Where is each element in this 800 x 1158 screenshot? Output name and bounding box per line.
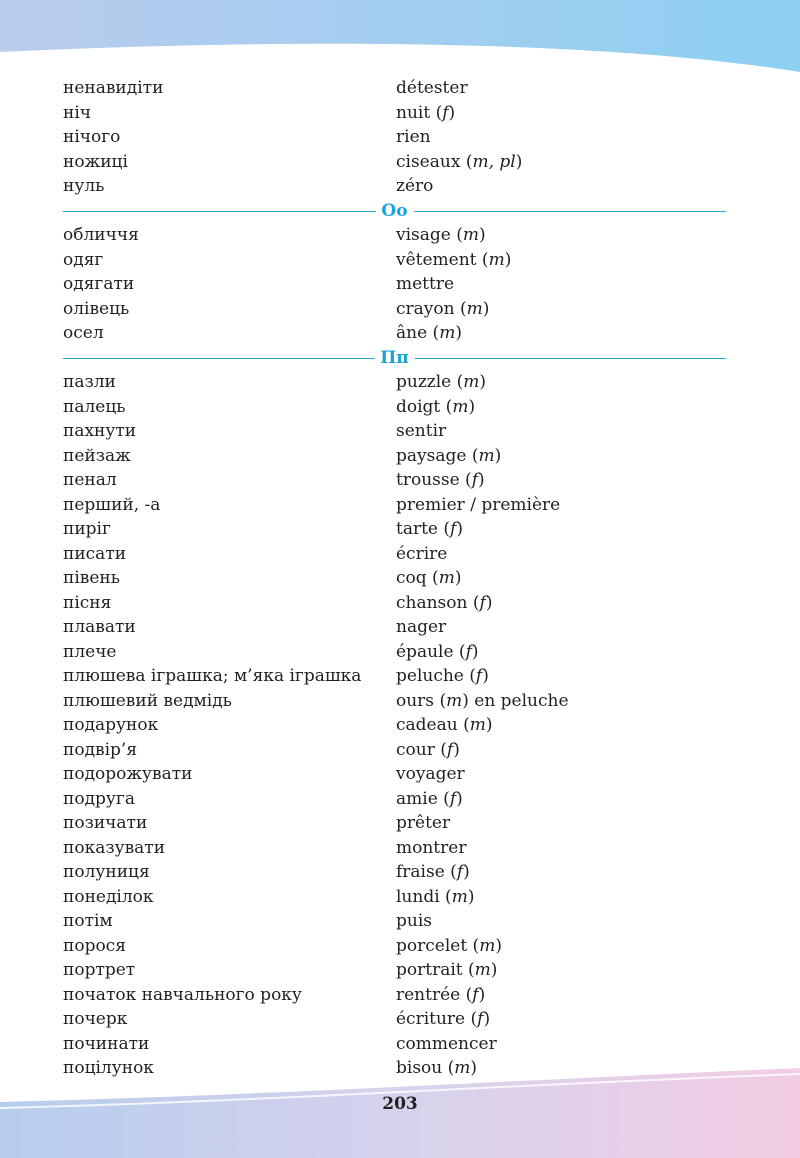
french-translation: [396, 811, 450, 836]
ukrainian-word: плавати: [63, 617, 136, 637]
dictionary-entry: [63, 248, 726, 273]
french-translation: cadeau (m): [396, 715, 493, 735]
french-word: fraise: [396, 862, 445, 882]
ukrainian-word: портрет: [63, 960, 136, 980]
ukrainian-word: плюшева іграшка; м’яка іграшка: [63, 666, 362, 686]
gender-marker: m: [462, 225, 480, 245]
dictionary-entry: [63, 444, 726, 469]
french-translation: nuit (f): [396, 102, 456, 123]
dictionary-entry: [63, 909, 726, 934]
gender-marker: f: [450, 519, 457, 539]
gender-marker: f: [465, 641, 472, 662]
gender-marker: f: [449, 788, 457, 809]
french-word: puzzle: [396, 372, 452, 392]
french-word: mettre: [396, 274, 455, 294]
ukrainian-word: одяг: [63, 249, 104, 270]
french-word: doigt: [396, 396, 441, 417]
ukrainian-word: перший, -а: [63, 494, 161, 515]
french-translation: ours (m) en peluche: [396, 690, 569, 711]
dictionary-entry: [63, 591, 726, 616]
french-word: épaule: [396, 641, 454, 662]
french-translation: [396, 762, 465, 787]
french-word: détester: [396, 78, 468, 98]
gender-marker: m: [466, 298, 483, 319]
dictionary-entry: [63, 517, 726, 542]
french-word: premier / première: [396, 494, 561, 515]
dictionary-entry: [63, 885, 726, 910]
dictionary-entry: [63, 787, 726, 812]
french-translation: peluche (f): [396, 666, 489, 686]
ukrainian-word: осел: [63, 323, 104, 343]
dictionary-entry: [63, 297, 726, 322]
french-word: nuit: [396, 102, 431, 123]
ukrainian-word: пісня: [63, 592, 112, 613]
gender-marker: m: [438, 568, 455, 588]
french-word: rentrée: [396, 984, 461, 1005]
ukrainian-word: писати: [63, 543, 127, 564]
french-translation: portrait (m): [396, 960, 498, 980]
french-translation: épaule (f): [396, 641, 479, 662]
gender-marker: m: [439, 323, 456, 343]
french-word: vêtement: [396, 249, 477, 270]
french-translation: rentrée (f): [396, 984, 486, 1005]
ukrainian-word: показувати: [63, 837, 166, 858]
dictionary-entry: [63, 664, 726, 689]
dictionary-entry: [63, 1032, 726, 1057]
dictionary-entry: [63, 419, 726, 444]
french-translation: écriture (f): [396, 1009, 491, 1029]
french-word: rien: [396, 127, 431, 147]
french-translation: [396, 125, 431, 150]
ukrainian-word: полуниця: [63, 862, 150, 882]
ukrainian-word: понеділок: [63, 886, 154, 907]
french-word: coq: [396, 568, 427, 588]
gender-marker: f: [472, 984, 479, 1005]
ukrainian-word: подвір’я: [63, 739, 138, 760]
ukrainian-word: подарунок: [63, 715, 159, 735]
gender-marker: f: [475, 666, 483, 686]
french-translation: lundi (m): [396, 886, 475, 907]
dictionary-entry: [63, 860, 726, 885]
dictionary-entry: [63, 811, 726, 836]
french-translation: bisou (m): [396, 1058, 478, 1078]
dictionary-entry: [63, 321, 726, 346]
ukrainian-word: ножиці: [63, 151, 128, 172]
french-translation: crayon (m): [396, 298, 490, 319]
french-translation: paysage (m): [396, 445, 502, 466]
ukrainian-word: нуль: [63, 176, 105, 196]
french-translation: trousse (f): [396, 470, 485, 490]
letter-heading: Оо: [375, 199, 413, 224]
dictionary-entries: [63, 76, 726, 1081]
dictionary-entry: [63, 272, 726, 297]
ukrainian-word: початок навчального року: [63, 984, 302, 1005]
ukrainian-word: подорожувати: [63, 764, 193, 784]
dictionary-entry: [63, 223, 726, 248]
gender-marker: m: [469, 715, 486, 735]
french-word: ciseaux: [396, 151, 461, 172]
gender-marker: m: [474, 960, 491, 980]
dictionary-entry: [63, 542, 726, 567]
page-number: 203: [382, 1094, 418, 1114]
french-translation: [396, 76, 468, 101]
dictionary-entry: [63, 738, 726, 763]
letter-divider: [63, 346, 726, 371]
ukrainian-word: порося: [63, 935, 126, 956]
french-translation: doigt (m): [396, 396, 476, 417]
ukrainian-word: пейзаж: [63, 445, 131, 466]
french-word: zéro: [396, 176, 434, 196]
french-word: lundi: [396, 886, 440, 907]
ukrainian-word: пенал: [63, 470, 117, 490]
french-word: nager: [396, 617, 447, 637]
gender-marker: m: [488, 249, 505, 270]
french-word: montrer: [396, 837, 467, 858]
dictionary-entry: [63, 493, 726, 518]
french-translation: [396, 542, 447, 567]
french-translation: cour (f): [396, 739, 460, 760]
gender-marker: m: [479, 935, 496, 956]
dictionary-entry: [63, 836, 726, 861]
french-word: visage: [396, 225, 451, 245]
french-word: portrait: [396, 960, 463, 980]
ukrainian-word: подруга: [63, 788, 135, 809]
letter-heading: Пп: [374, 346, 415, 371]
french-word: bisou: [396, 1058, 443, 1078]
ukrainian-word: почерк: [63, 1009, 128, 1029]
gender-marker: m: [451, 886, 468, 907]
french-word: écriture: [396, 1009, 466, 1029]
ukrainian-word: плече: [63, 641, 117, 662]
gender-marker: f: [477, 1009, 484, 1029]
french-word: amie: [396, 788, 438, 809]
french-translation: âne (m): [396, 323, 462, 343]
dictionary-entry: [63, 101, 726, 126]
ukrainian-word: потім: [63, 911, 113, 931]
dictionary-entry: [63, 1007, 726, 1032]
gender-marker: m: [446, 690, 463, 711]
dictionary-entry: [63, 76, 726, 101]
french-translation: coq (m): [396, 568, 462, 588]
dictionary-entry: [63, 150, 726, 175]
ukrainian-word: нічого: [63, 127, 121, 147]
ukrainian-word: пахнути: [63, 421, 137, 441]
french-word: voyager: [396, 764, 465, 784]
ukrainian-word: поцілунок: [63, 1058, 154, 1078]
dictionary-entry: [63, 566, 726, 591]
gender-marker: m: [478, 445, 495, 466]
french-word: trousse: [396, 470, 460, 490]
dictionary-entry: [63, 468, 726, 493]
ukrainian-word: олівець: [63, 298, 130, 319]
french-translation: fraise (f): [396, 862, 470, 882]
dictionary-entry: [63, 640, 726, 665]
gender-marker: f: [442, 102, 449, 123]
french-word: prêter: [396, 813, 451, 833]
french-translation: amie (f): [396, 788, 463, 809]
ukrainian-word: одягати: [63, 274, 135, 294]
french-translation: puzzle (m): [396, 372, 487, 392]
dictionary-entry: [63, 713, 726, 738]
dictionary-entry: [63, 958, 726, 983]
french-word: paysage: [396, 445, 467, 466]
dictionary-entry: [63, 934, 726, 959]
dictionary-entry: [63, 983, 726, 1008]
french-word: chanson: [396, 592, 468, 613]
ukrainian-word: плюшевий ведмідь: [63, 690, 232, 711]
french-word: puis: [396, 911, 432, 931]
french-translation: [396, 1032, 497, 1057]
dictionary-entry: [63, 689, 726, 714]
dictionary-entry: [63, 615, 726, 640]
french-translation: porcelet (m): [396, 935, 502, 956]
dictionary-entry: [63, 395, 726, 420]
french-translation: ciseaux (m, pl): [396, 151, 523, 172]
french-translation: [396, 909, 432, 934]
french-translation: [396, 615, 446, 640]
french-word: écrire: [396, 543, 448, 564]
french-translation: [396, 174, 433, 199]
ukrainian-word: палець: [63, 396, 126, 417]
french-word: tarte: [396, 519, 438, 539]
french-word: cour: [396, 739, 435, 760]
gender-marker: f: [446, 739, 454, 760]
ukrainian-word: пазли: [63, 372, 116, 392]
ukrainian-word: ненавидіти: [63, 78, 164, 98]
french-translation: [396, 493, 560, 518]
ukrainian-word: починати: [63, 1033, 150, 1054]
gender-marker: f: [456, 862, 464, 882]
ukrainian-word: пиріг: [63, 519, 111, 539]
french-word-suffix: en peluche: [468, 690, 569, 711]
letter-divider: [63, 199, 726, 224]
top-decorative-band: [0, 0, 800, 80]
gender-marker: m, pl: [472, 151, 516, 172]
gender-marker: m: [454, 1058, 471, 1078]
ukrainian-word: позичати: [63, 813, 148, 833]
ukrainian-word: обличчя: [63, 225, 139, 245]
ukrainian-word: півень: [63, 568, 120, 588]
french-word: porcelet: [396, 935, 468, 956]
french-translation: vêtement (m): [396, 249, 512, 270]
gender-marker: f: [471, 470, 478, 490]
french-translation: [396, 419, 446, 444]
french-word: crayon: [396, 298, 455, 319]
ukrainian-word: ніч: [63, 102, 92, 123]
french-word: cadeau: [396, 715, 458, 735]
gender-marker: m: [463, 372, 480, 392]
dictionary-entry: [63, 174, 726, 199]
french-word: peluche: [396, 666, 464, 686]
french-translation: chanson (f): [396, 592, 493, 613]
gender-marker: m: [452, 396, 469, 417]
dictionary-entry: [63, 370, 726, 395]
dictionary-entry: [63, 762, 726, 787]
french-translation: [396, 836, 466, 861]
gender-marker: f: [479, 592, 486, 613]
french-translation: tarte (f): [396, 519, 463, 539]
french-word: âne: [396, 323, 428, 343]
french-word: commencer: [396, 1033, 497, 1054]
french-word: ours: [396, 690, 435, 711]
french-translation: visage (m): [396, 225, 486, 245]
dictionary-entry: [63, 125, 726, 150]
french-word: sentir: [396, 421, 447, 441]
french-translation: [396, 272, 454, 297]
